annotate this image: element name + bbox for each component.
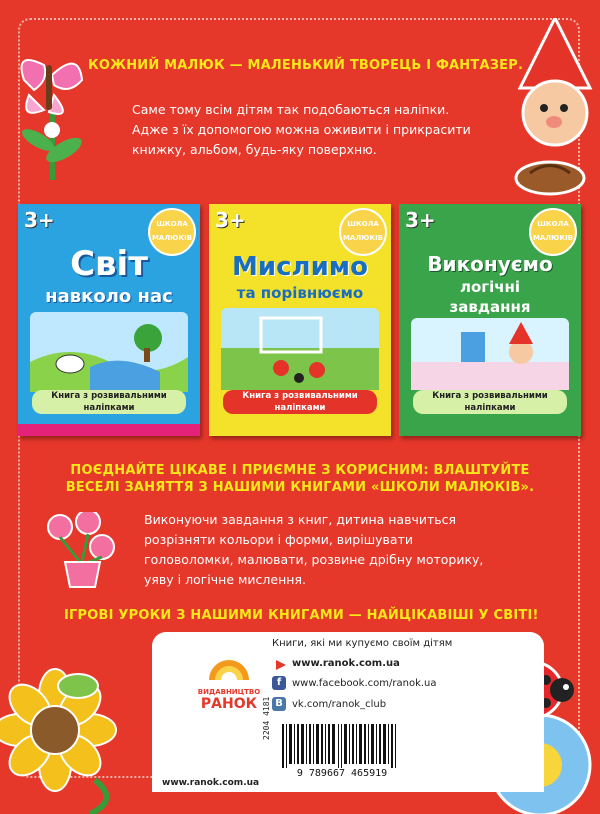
headline-bottom: ІГРОВІ УРОКИ З НАШИМИ КНИГАМИ — НАЙЦІКАВІШІ У СВІТІ! <box>64 608 539 623</box>
desc-line: уяву і логічне мислення. <box>144 572 306 587</box>
series-label: МАЛЮКІВ <box>151 234 193 242</box>
web-icon <box>276 660 286 670</box>
website-link[interactable]: www.ranok.com.ua <box>292 658 400 669</box>
intro-text <box>132 100 471 160</box>
band-line: Книга з розвивальними <box>242 391 358 401</box>
headline-top: КОЖНИЙ МАЛЮК — МАЛЕНЬКИЙ ТВОРЕЦЬ І ФАНТАЗЕР. <box>88 58 524 73</box>
publisher-logo <box>194 644 264 714</box>
facebook-icon: f <box>272 676 286 690</box>
intro-line: книжку, альбом, будь-яку поверхню. <box>132 142 377 157</box>
headline-mid-line: ВЕСЕЛІ ЗАНЯТТЯ З НАШИМИ КНИГАМИ «ШКОЛИ МАЛЮКІВ». <box>65 480 535 495</box>
book-title: логічні <box>459 278 521 296</box>
book-illustration <box>221 308 379 390</box>
vk-icon: B <box>272 697 286 711</box>
sticker-band <box>32 390 186 414</box>
headline-mid <box>40 462 560 496</box>
book-title: та порівнюємо <box>236 284 364 302</box>
vk-link[interactable]: vk.com/ranok_club <box>292 699 387 710</box>
book-cover-svit <box>18 204 200 436</box>
series-badge <box>529 208 577 256</box>
series-badge <box>339 208 387 256</box>
sunflower-illustration <box>0 650 140 814</box>
desc-line: головоломки, малювати, розвине дрібну моторику, <box>144 552 484 567</box>
desc-line: розрізняти кольори і форми, вирішувати <box>144 532 413 547</box>
series-label: ШКОЛА <box>347 220 379 228</box>
description-text <box>144 510 483 590</box>
publisher-name: РАНОК <box>200 696 258 712</box>
flower-vase-illustration <box>40 512 130 592</box>
book-title: Світ <box>70 244 148 284</box>
book-cover-vykonuiemo <box>399 204 581 436</box>
book-title: завдання <box>449 298 531 316</box>
book-title: Мислимо <box>232 252 368 282</box>
band-line: Книга з розвивальними <box>51 391 167 401</box>
book-illustration <box>30 312 188 392</box>
book-cover-myslymo <box>209 204 391 436</box>
sun-logo-icon <box>199 644 259 684</box>
series-label: ШКОЛА <box>156 220 188 228</box>
age-badge: 3+ <box>24 208 55 232</box>
band-line: Книга з розвивальними <box>432 391 548 401</box>
series-label: МАЛЮКІВ <box>342 234 384 242</box>
sticker-band <box>413 390 567 414</box>
headline-mid-line: ПОЄДНАЙТЕ ЦІКАВЕ І ПРИЄМНЕ З КОРИСНИМ: ВЛАШТУЙТЕ <box>70 463 530 478</box>
age-badge: 3+ <box>405 208 436 232</box>
band-line: наліпками <box>274 403 326 413</box>
barcode-digits: 9 789667 465919 <box>296 768 388 779</box>
gnome-illustration <box>500 18 600 198</box>
book-title: Виконуємо <box>427 252 553 276</box>
book-illustration <box>411 318 569 390</box>
publisher-label: ВИДАВНИЦТВО <box>197 688 261 696</box>
sticker-band <box>223 390 377 414</box>
barcode-image <box>282 724 402 768</box>
series-label: ШКОЛА <box>537 220 569 228</box>
intro-line: Адже з їх допомогою можна оживити і прикрасити <box>132 122 471 137</box>
slogan: Книги, які ми купуємо своїм дітям <box>272 638 453 649</box>
band-line: наліпками <box>83 403 135 413</box>
footer-url: www.ranok.com.ua <box>162 778 260 788</box>
facebook-link[interactable]: www.facebook.com/ranok.ua <box>292 678 437 689</box>
color-strip <box>18 424 200 436</box>
intro-line: Саме тому всім дітям так подобаються наліпки. <box>132 102 450 117</box>
book-title: навколо нас <box>45 286 173 307</box>
desc-line: Виконуючи завдання з книг, дитина навчиться <box>144 512 456 527</box>
age-badge: 3+ <box>215 208 246 232</box>
series-label: МАЛЮКІВ <box>532 234 574 242</box>
band-line: наліпками <box>464 403 516 413</box>
barcode-side-code: 2204 4181 <box>262 696 271 740</box>
